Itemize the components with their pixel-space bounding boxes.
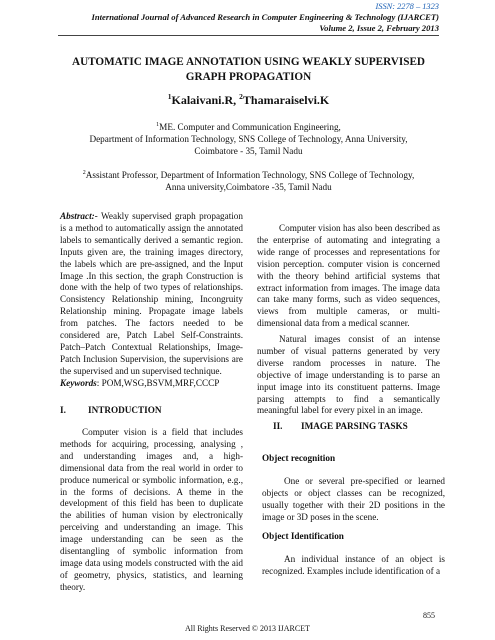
- section-number: I.: [60, 405, 66, 415]
- paper-title: [58, 55, 439, 85]
- keywords-label: Keywords: [60, 378, 97, 388]
- paper-title-line2: GRAPH PROPAGATION: [185, 71, 312, 83]
- page-number: 855: [423, 611, 435, 620]
- keywords: [60, 378, 243, 390]
- affil1-line1: ME. Computer and Communication Engineering,: [159, 122, 341, 133]
- affiliation-2: [58, 167, 439, 193]
- paper-title-line1: AUTOMATIC IMAGE ANNOTATION USING WEAKLY SUPERVISED: [71, 56, 425, 68]
- affiliation-1: [58, 119, 439, 158]
- affil2-line1: Assistant Professor, Department of Information Technology, SNS College of Technology,: [85, 170, 415, 181]
- journal-title: International Journal of Advanced Research in Computer Engineering & Technology (IJARCET): [91, 12, 439, 22]
- journal-volume: Volume 2, Issue 2, February 2013: [319, 23, 439, 33]
- abstract-label: Abstract:-: [60, 211, 98, 221]
- affil1-line2: Department of Information Technology, SNS College of Technology, Anna University,: [89, 134, 408, 145]
- header-rule: [58, 35, 439, 36]
- issn-header: ISSN: 2278 – 1323: [375, 2, 439, 11]
- author2: Thamaraiselvi.K: [242, 93, 330, 107]
- footer-copyright: All Rights Reserved © 2013 IJARCET: [185, 624, 310, 633]
- object-recognition-paragraph: One or several pre-specified or learned objects or object classes can be recognized, usually together with their 2D positions in the image or 3D poses in the scene.: [262, 476, 445, 522]
- author2-sup: 2: [239, 92, 243, 101]
- keywords-text: : POM,WSG,BSVM,MRF,CCCP: [96, 378, 220, 388]
- section-heading-introduction: [60, 405, 243, 417]
- section-title: IMAGE PARSING TASKS: [301, 421, 408, 431]
- subheading-object-recognition: Object recognition: [262, 453, 336, 463]
- authors: [58, 92, 439, 108]
- subheading-object-identification: Object Identification: [262, 531, 344, 541]
- introduction-paragraph: Computer vision is a field that includes methods for acquiring, processing, analysing , and understanding images and, a high-dimensional data from the real world in order to produce numerical or symbolic information, e.g., in the forms of decisions. A theme in the development of this field has been to duplicate the abilities of human vision by electronically perceiving and understanding an image. This image understanding can be seen as the disentangling of symbolic information from image data using models constructed with the aid of geometry, physics, statistics, and learning theory.: [60, 427, 243, 592]
- right-paragraph-1: Computer vision has also been described as the enterprise of automating and integrating a wide range of processes and representations for vision perception. computer vision is concerned with the theory behind artificial systems that extract information from images. The image data can take many forms, such as video sequences, views from multiple cameras, or multi-dimensional data from a medical scanner.: [257, 223, 440, 329]
- affil2-line2: Anna university,Coimbatore -35, Tamil Nadu: [165, 182, 332, 193]
- section-heading-image-parsing: [273, 421, 456, 433]
- abstract: [60, 211, 243, 378]
- affil2-sup: 2: [82, 170, 86, 176]
- affil1-line3: Coimbatore - 35, Tamil Nadu: [194, 146, 303, 157]
- author1-sup: 1: [167, 92, 172, 101]
- author1: Kalaivani.R,: [171, 93, 240, 107]
- object-identification-paragraph: An individual instance of an object is recognized. Examples include identification of a: [262, 554, 445, 576]
- section-number: II.: [273, 421, 283, 431]
- right-paragraph-2: Natural images consist of an intense number of visual patterns generated by very diverse random processes in nature. The objective of image understanding is to parse an input image into its constituent patterns. Image parsing attempts to find a semantically meaningful label for every pixel in an image.: [257, 334, 440, 416]
- abstract-text: Weakly supervised graph propagation is a method to automatically assign the annotated labels to semantically derived a semantic region. Inputs given are, the training images directory, the labels which are pre-assigned, and the Input Image .In this section, the graph Construction is done with the help of two types of relationships. Consistency Relationship mining, Incongruity Relationship mining. Propagate image labels from patches. The factors needed to be considered are, Patch Label Self-Constraints. Patch–Patch Contextual Relationships, Image-Patch Inclusion Supervision, the supervisions are the supervised and un supervised technique.: [60, 211, 243, 376]
- affil1-sup: 1: [156, 122, 160, 128]
- section-title: INTRODUCTION: [88, 405, 162, 415]
